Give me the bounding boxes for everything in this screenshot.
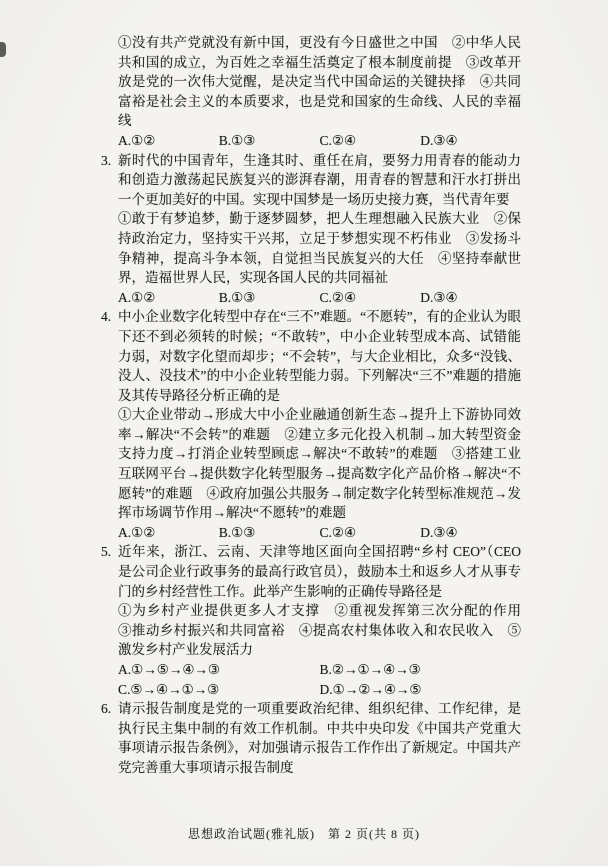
options-row xyxy=(118,131,521,151)
question-stem: 中小企业数字化转型中存在“三不”难题。“不愿转”，有的企业认为眼下还不到必须转的时候；“不敢转”，中小企业转型成本高、试错能力弱，对数字化望而却步；“不会转”，与大企业相比，众多“没钱、没人、没技术”的中小企业转型能力弱。下列解决“三不”难题的措施及其传导路径分析正确的是 xyxy=(118,309,521,403)
question-stem: 新时代的中国青年，生逢其时、重任在肩，要努力用青春的能动力和创造力激荡起民族复兴的澎湃春潮，用青春的智慧和汗水打拼出一个更加美好的中国。实现中国梦是一场历史接力赛，当代青年要 xyxy=(118,152,521,207)
option-a: A.①② xyxy=(118,132,156,148)
question-6 xyxy=(101,699,521,777)
question-number: 4. xyxy=(101,309,112,325)
question-number: 6. xyxy=(101,701,112,717)
page-footer xyxy=(0,825,608,842)
question-number: 5. xyxy=(101,544,112,560)
option-d: D.③④ xyxy=(420,289,458,305)
question-items: ①为乡村产业提供更多人才支撑 ②重视发挥第三次分配的作用 ③推动乡村振兴和共同富裕 ④提高农村集体收入和农民收入 ⑤激发乡村产业发展活力 xyxy=(118,603,535,658)
option-b: B.①③ xyxy=(218,132,256,148)
question-items: ①大企业带动→形成大中小企业融通创新生态→提升上下游协同效率→解决“不会转”的难题 ②建立多元化投入机制→加大转型资金支持力度→打消企业转型顾虑→解决“不敢转”的难题 ③搭建工业互联网平台→提供数字化转型服务→提高数字化产品价格→解决“不愿转”的难题 ④政府加强公共服务→制定数字化转型标准规范→发挥市场调节作用→解决“不愿转”的难题 xyxy=(118,407,521,521)
option-c: C.⑤→④→①→③ xyxy=(118,681,220,697)
option-c: C.②④ xyxy=(319,132,357,148)
option-b: B.①③ xyxy=(218,524,256,540)
option-a: A.①② xyxy=(118,289,156,305)
option-a: A.①② xyxy=(118,524,156,540)
question-stem: 请示报告制度是党的一项重要政治纪律、组织纪律、工作纪律，是执行民主集中制的有效工作机制。中共中央印发《中国共产党重大事项请示报告条例》，对加强请示报告工作作出了新规定。中国共产党完善重大事项请示报告制度 xyxy=(118,701,521,775)
question-3 xyxy=(101,151,521,308)
question-number: 3. xyxy=(101,152,112,168)
footer-text: 思想政治试题(雅礼版) 第 2 页(共 8 页) xyxy=(188,827,420,841)
scan-artifact-left-edge xyxy=(0,42,6,57)
question-items: ①没有共产党就没有新中国，更没有今日盛世之中国 ②中华人民共和国的成立，为百姓之幸福生活奠定了根本制度前提 ③改革开放是党的一次伟大觉醒，是决定当代中国命运的关键抉择 ④共同富裕是社会主义的本质要求，也是党和国家的生命线、人民的幸福线 xyxy=(118,35,521,129)
option-b: B.②→①→④→③ xyxy=(319,662,421,677)
option-a: A.①→⑤→④→③ xyxy=(118,662,221,677)
option-b: B.①③ xyxy=(218,289,256,305)
options-row xyxy=(118,288,521,308)
question-2-continuation xyxy=(118,33,521,151)
question-5 xyxy=(101,542,535,699)
question-stem: 近年来，浙江、云南、天津等地区面向全国招聘“乡村 CEO”（CEO 是公司企业行政事务的最高行政官员），鼓励本土和返乡人才从事专门的乡村经营性工作。此举产生影响的正确传导路径是 xyxy=(118,544,521,599)
options-row xyxy=(118,523,521,543)
option-d: D.③④ xyxy=(420,524,458,540)
options-grid xyxy=(118,660,521,699)
question-4 xyxy=(101,307,521,542)
option-c: C.②④ xyxy=(319,524,357,540)
option-c: C.②④ xyxy=(319,289,357,305)
option-d: D.①→②→④→⑤ xyxy=(319,681,422,697)
exam-content xyxy=(101,33,535,778)
option-d: D.③④ xyxy=(420,132,458,148)
question-items: ①敢于有梦追梦，勤于逐梦圆梦，把人生理想融入民族大业 ②保持政治定力，坚持实干兴邦，立足于梦想实现不朽伟业 ③发扬斗争精神，提高斗争本领，自觉担当民族复兴的大任 ④坚持奉献世界，造福世界人民，实现各国人民的共同福祉 xyxy=(118,211,521,286)
